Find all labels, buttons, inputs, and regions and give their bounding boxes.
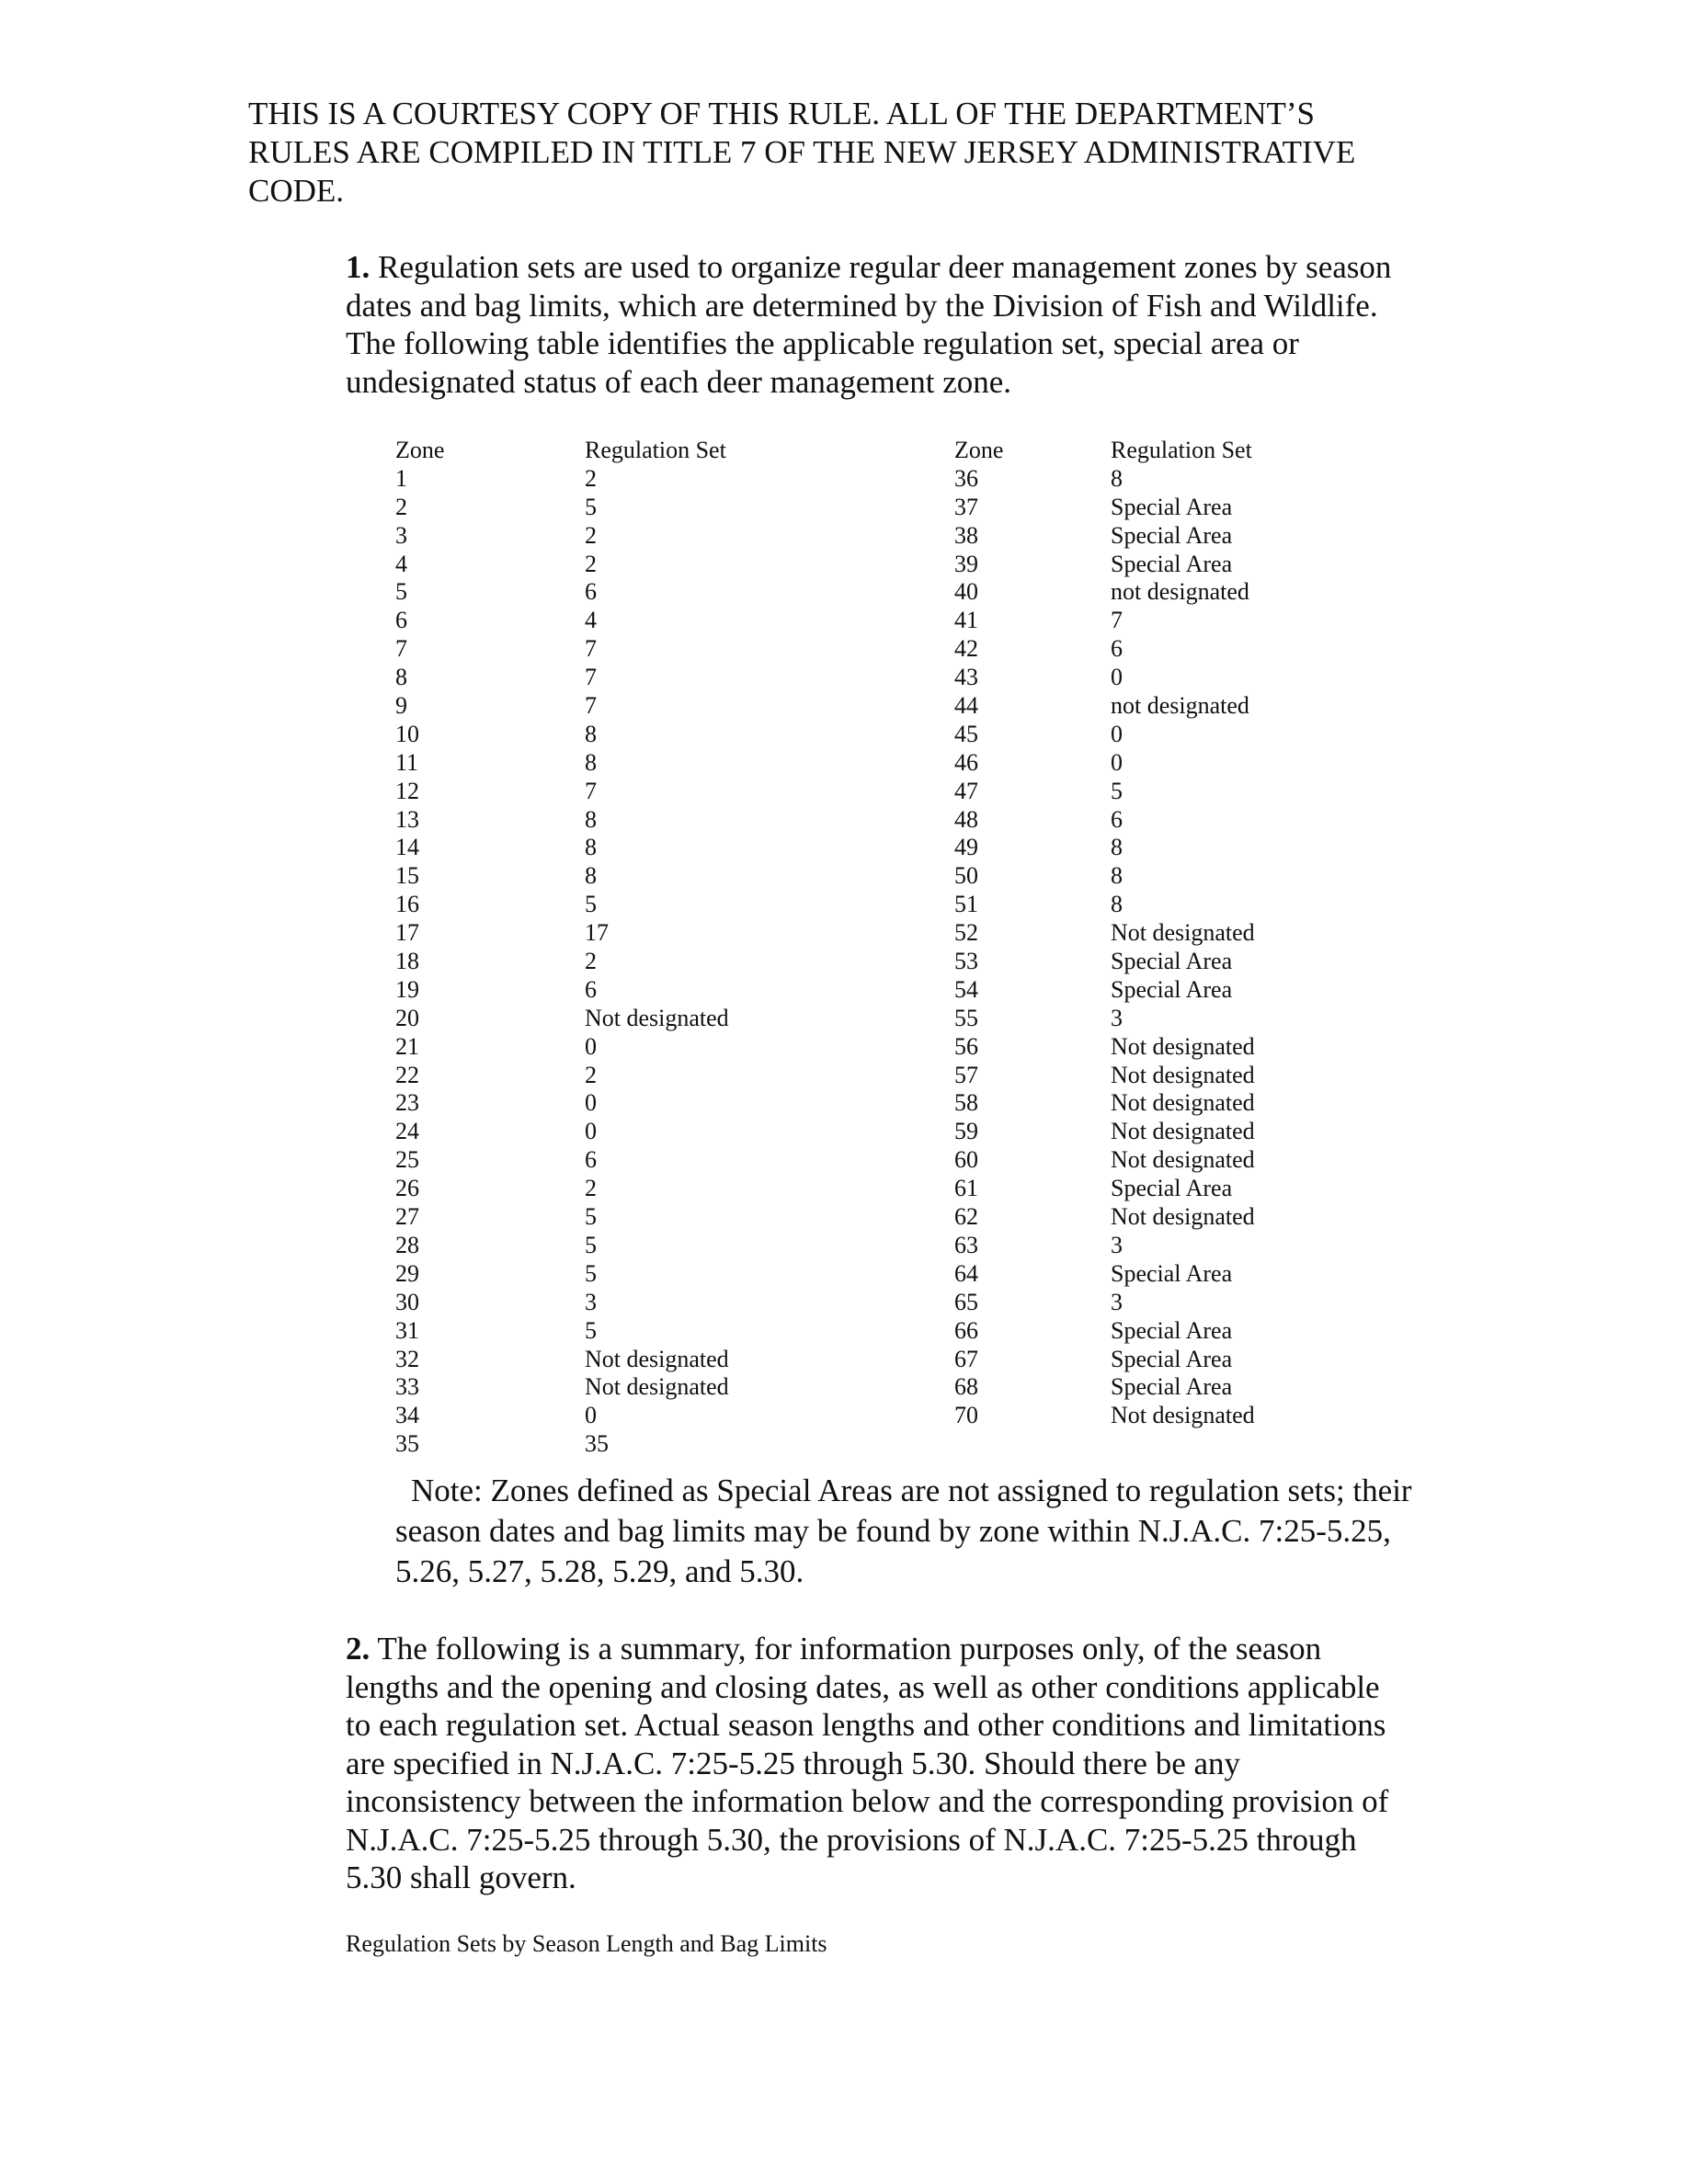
section-2-text: The following is a summary, for information purposes only, of the season	[370, 1631, 1322, 1666]
zone-cell: 25	[395, 1146, 419, 1174]
zone-cell: 39	[954, 550, 978, 577]
zone-cell: 8	[395, 664, 407, 691]
zone-cell: 2	[395, 493, 407, 520]
regulation-set-cell: 6	[1111, 635, 1123, 663]
zone-cell: 52	[954, 919, 978, 947]
regulation-set-cell: 5	[585, 1259, 597, 1287]
section-2-number: 2.	[346, 1631, 371, 1666]
regulation-set-cell: Special Area	[1111, 1316, 1233, 1344]
zone-cell: 41	[954, 607, 978, 634]
zone-cell: 65	[954, 1288, 978, 1315]
regulation-set-cell: 0	[585, 1402, 597, 1429]
regulation-set-cell: 7	[585, 664, 597, 691]
regulation-sets-caption: Regulation Sets by Season Length and Bag Limits	[346, 1930, 827, 1957]
regulation-set-cell: Special Area	[1111, 1373, 1233, 1401]
zone-cell: 49	[954, 834, 978, 861]
zone-cell: 7	[395, 635, 407, 663]
zone-cell: 14	[395, 834, 419, 861]
zone-cell: 22	[395, 1061, 419, 1088]
regulation-set-cell: 3	[1111, 1288, 1123, 1315]
regulation-set-cell: 0	[585, 1032, 597, 1060]
regulation-set-cell: 3	[1111, 1231, 1123, 1258]
zone-cell: 50	[954, 862, 978, 890]
zone-cell: 70	[954, 1402, 978, 1429]
regulation-set-cell: 6	[585, 578, 597, 606]
courtesy-header	[248, 95, 1535, 210]
regulation-set-cell: 7	[585, 692, 597, 720]
regulation-set-cell: Special Area	[1111, 1345, 1233, 1372]
section-1-line: dates and bag limits, which are determined by the Division of Fish and Wildlife.	[346, 287, 1378, 324]
zone-cell: 45	[954, 720, 978, 747]
zone-cell: 66	[954, 1316, 978, 1344]
zone-cell: 35	[395, 1430, 419, 1458]
header-line: CODE.	[248, 173, 345, 209]
note-line: 5.26, 5.27, 5.28, 5.29, and 5.30.	[395, 1553, 804, 1589]
section-1-number: 1.	[346, 249, 371, 285]
regulation-set-cell: Not designated	[1111, 1061, 1255, 1088]
zone-cell: 40	[954, 578, 978, 606]
regulation-set-cell: 0	[585, 1089, 597, 1117]
zone-cell: 30	[395, 1288, 419, 1315]
zone-cell: 43	[954, 664, 978, 691]
header-line: THIS IS A COURTESY COPY OF THIS RULE. ALL OF THE DEPARTMENT’S	[248, 96, 1316, 131]
section-1-line: The following table identifies the applicable regulation set, special area or	[346, 325, 1299, 361]
zone-cell: 38	[954, 521, 978, 549]
regulation-set-cell: 7	[1111, 607, 1123, 634]
regulation-set-cell: Not designated	[1111, 919, 1255, 947]
regulation-set-cell: 7	[585, 635, 597, 663]
zone-header: Zone	[395, 437, 445, 463]
zone-cell: 54	[954, 975, 978, 1003]
zone-cell: 46	[954, 748, 978, 776]
zone-cell: 5	[395, 578, 407, 606]
zone-cell: 59	[954, 1118, 978, 1145]
regulation-set-cell: Special Area	[1111, 975, 1233, 1003]
zone-cell: 9	[395, 692, 407, 720]
regulation-set-column-right	[1111, 437, 1255, 1430]
regulation-set-header: Regulation Set	[585, 437, 726, 463]
zone-cell: 55	[954, 1004, 978, 1031]
regulation-set-cell: 8	[1111, 834, 1123, 861]
zone-column-left	[395, 437, 444, 1459]
zone-cell: 20	[395, 1004, 419, 1031]
regulation-set-header: Regulation Set	[1111, 437, 1252, 463]
zone-cell: 1	[395, 464, 407, 492]
zone-cell: 37	[954, 493, 978, 520]
zone-cell: 15	[395, 862, 419, 890]
regulation-set-cell: 0	[1111, 748, 1123, 776]
zone-cell: 13	[395, 805, 419, 833]
regulation-set-cell: Not designated	[1111, 1146, 1255, 1174]
regulation-set-cell: Special Area	[1111, 493, 1233, 520]
section-2-line: 5.30 shall govern.	[346, 1860, 576, 1895]
regulation-set-cell: 8	[585, 748, 597, 776]
regulation-set-cell: 2	[585, 521, 597, 549]
zone-header: Zone	[954, 437, 1004, 463]
regulation-set-cell: 8	[1111, 891, 1123, 918]
zone-cell: 24	[395, 1118, 419, 1145]
regulation-set-cell: 5	[585, 891, 597, 918]
regulation-set-cell: Special Area	[1111, 521, 1233, 549]
zone-cell: 19	[395, 975, 419, 1003]
zone-cell: 23	[395, 1089, 419, 1117]
section-2-line: inconsistency between the information below and the corresponding provision of	[346, 1783, 1389, 1819]
regulation-set-cell: Special Area	[1111, 1259, 1233, 1287]
section-2-line-1	[346, 1630, 1541, 1668]
section-2-line: N.J.A.C. 7:25-5.25 through 5.30, the provisions of N.J.A.C. 7:25-5.25 through	[346, 1821, 1357, 1858]
zone-cell: 48	[954, 805, 978, 833]
section-2-line: to each regulation set. Actual season lengths and other conditions and limitations	[346, 1707, 1386, 1743]
zone-cell: 68	[954, 1373, 978, 1401]
section-2-paragraph	[346, 1630, 1541, 1897]
regulation-set-cell: 17	[585, 919, 609, 947]
regulation-set-cell: Not designated	[1111, 1118, 1255, 1145]
zone-cell: 17	[395, 919, 419, 947]
regulation-set-cell: Special Area	[1111, 1175, 1233, 1202]
zone-cell: 10	[395, 720, 419, 747]
zone-cell: 34	[395, 1402, 419, 1429]
regulation-set-cell: 5	[585, 1231, 597, 1258]
section-2-line: lengths and the opening and closing dates, as well as other conditions applicable	[346, 1668, 1380, 1705]
regulation-set-cell: 2	[585, 1175, 597, 1202]
regulation-set-cell: 0	[1111, 664, 1123, 691]
zone-cell: 18	[395, 948, 419, 975]
zone-cell: 4	[395, 550, 407, 577]
regulation-set-cell: 8	[585, 862, 597, 890]
zone-cell: 6	[395, 607, 407, 634]
regulation-set-cell: 5	[585, 1203, 597, 1231]
regulation-set-cell: 8	[1111, 464, 1123, 492]
regulation-set-column-left	[585, 437, 729, 1459]
regulation-set-cell: Not designated	[585, 1373, 729, 1401]
zone-cell: 56	[954, 1032, 978, 1060]
section-1-text: Regulation sets are used to organize regular deer management zones by season	[370, 249, 1392, 285]
regulation-set-cell: 5	[585, 1316, 597, 1344]
regulation-set-cell: 5	[585, 493, 597, 520]
regulation-set-cell: 0	[1111, 720, 1123, 747]
regulation-set-cell: Special Area	[1111, 550, 1233, 577]
regulation-set-cell: not designated	[1111, 692, 1249, 720]
section-1-line-1	[346, 248, 1541, 287]
zone-cell: 47	[954, 777, 978, 804]
zone-cell: 53	[954, 948, 978, 975]
zone-cell: 67	[954, 1345, 978, 1372]
regulation-set-cell: Not designated	[585, 1004, 729, 1031]
section-1-paragraph	[346, 248, 1541, 401]
regulation-set-cell: 6	[585, 1146, 597, 1174]
zone-cell: 42	[954, 635, 978, 663]
regulation-set-cell: Special Area	[1111, 948, 1233, 975]
zone-cell: 61	[954, 1175, 978, 1202]
zone-cell: 62	[954, 1203, 978, 1231]
zone-cell: 44	[954, 692, 978, 720]
zone-cell: 32	[395, 1345, 419, 1372]
regulation-set-cell: 8	[1111, 862, 1123, 890]
regulation-set-cell: 5	[1111, 777, 1123, 804]
special-areas-note	[395, 1471, 1545, 1592]
regulation-set-cell: 0	[585, 1118, 597, 1145]
zone-cell: 16	[395, 891, 419, 918]
zone-cell: 33	[395, 1373, 419, 1401]
regulation-set-cell: 8	[585, 720, 597, 747]
zone-column-right	[954, 437, 1003, 1430]
regulation-set-cell: 8	[585, 834, 597, 861]
zone-cell: 64	[954, 1259, 978, 1287]
zone-cell: 11	[395, 748, 419, 776]
regulation-set-cell: Not designated	[1111, 1402, 1255, 1429]
zone-cell: 63	[954, 1231, 978, 1258]
regulation-set-cell: 3	[585, 1288, 597, 1315]
zone-cell: 36	[954, 464, 978, 492]
regulation-set-cell: Not designated	[585, 1345, 729, 1372]
section-2-line: are specified in N.J.A.C. 7:25-5.25 through 5.30. Should there be any	[346, 1745, 1241, 1781]
zone-cell: 27	[395, 1203, 419, 1231]
zone-cell: 51	[954, 891, 978, 918]
regulation-set-cell: 2	[585, 550, 597, 577]
regulation-set-cell: 2	[585, 1061, 597, 1088]
regulation-set-cell: 2	[585, 464, 597, 492]
section-1-line: undesignated status of each deer management zone.	[346, 363, 1012, 400]
zone-cell: 3	[395, 521, 407, 549]
zone-cell: 12	[395, 777, 419, 804]
regulation-set-cell: Not designated	[1111, 1203, 1255, 1231]
zone-cell: 28	[395, 1231, 419, 1258]
regulation-set-cell: 6	[1111, 805, 1123, 833]
regulation-set-cell: 8	[585, 805, 597, 833]
regulation-set-cell: Not designated	[1111, 1032, 1255, 1060]
note-line: season dates and bag limits may be found by zone within N.J.A.C. 7:25-5.25,	[395, 1513, 1391, 1549]
header-line: RULES ARE COMPILED IN TITLE 7 OF THE NEW JERSEY ADMINISTRATIVE	[248, 134, 1356, 170]
regulation-set-cell: not designated	[1111, 578, 1249, 606]
regulation-set-cell: 6	[585, 975, 597, 1003]
note-line: Note: Zones defined as Special Areas are not assigned to regulation sets; their	[411, 1473, 1412, 1508]
regulation-set-cell: 7	[585, 777, 597, 804]
zone-cell: 31	[395, 1316, 419, 1344]
zone-cell: 58	[954, 1089, 978, 1117]
zone-cell: 26	[395, 1175, 419, 1202]
zone-cell: 57	[954, 1061, 978, 1088]
regulation-set-cell: 35	[585, 1430, 609, 1458]
zone-cell: 60	[954, 1146, 978, 1174]
regulation-set-cell: 2	[585, 948, 597, 975]
regulation-set-cell: 3	[1111, 1004, 1123, 1031]
zone-cell: 29	[395, 1259, 419, 1287]
regulation-set-cell: 4	[585, 607, 597, 634]
regulation-set-cell: Not designated	[1111, 1089, 1255, 1117]
zone-cell: 21	[395, 1032, 419, 1060]
